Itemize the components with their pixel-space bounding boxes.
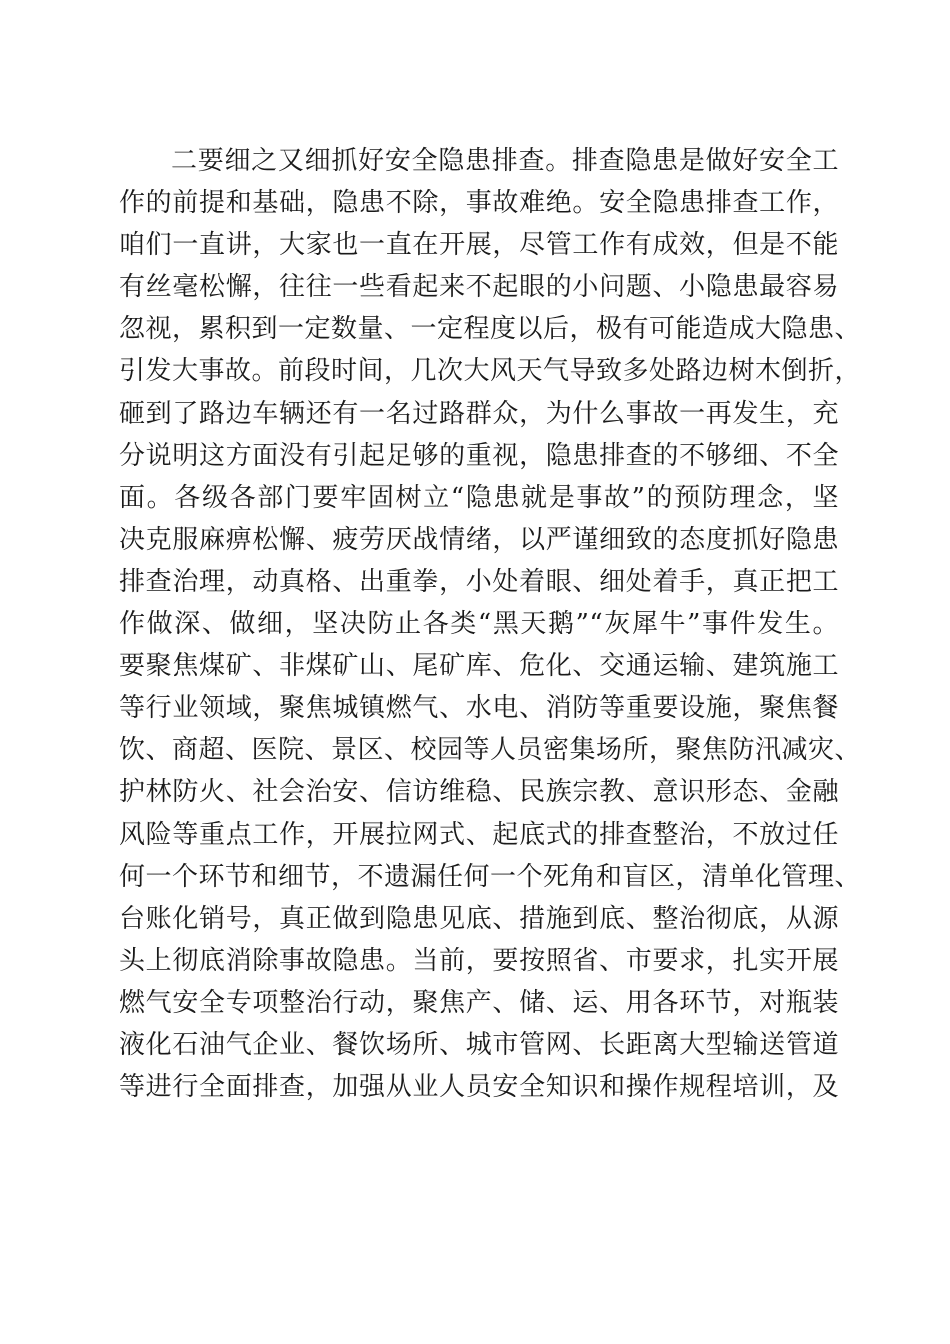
text-line: 液化石油气企业、餐饮场所、城市管网、长距离大型输送管道	[119, 1029, 839, 1060]
text-line: 饮、商超、医院、景区、校园等人员密集场所，聚焦防汛减灾、	[119, 735, 862, 766]
text-line: 咱们一直讲，大家也一直在开展，尽管工作有成效，但是不能	[119, 230, 839, 261]
text-line: 头上彻底消除事故隐患。当前，要按照省、市要求，扎实开展	[119, 945, 839, 976]
text-line: 等行业领域，聚焦城镇燃气、水电、消防等重要设施，聚焦餐	[119, 693, 839, 724]
text-line: 何一个环节和细节，不遗漏任何一个死角和盲区，清单化管理、	[119, 861, 862, 892]
text-line: 护林防火、社会治安、信访维稳、民族宗教、意识形态、金融	[119, 777, 839, 808]
text-line: 台账化销号，真正做到隐患见底、措施到底、整治彻底，从源	[119, 903, 839, 934]
text-line: 要聚焦煤矿、非煤矿山、尾矿库、危化、交通运输、建筑施工	[119, 651, 839, 682]
text-line: 燃气安全专项整治行动，聚焦产、储、运、用各环节，对瓶装	[119, 987, 839, 1018]
body-paragraph	[119, 140, 862, 1108]
text-line: 引发大事故。前段时间，几次大风天气导致多处路边树木倒折，	[119, 356, 862, 387]
text-line: 忽视，累积到一定数量、一定程度以后，极有可能造成大隐患、	[119, 314, 862, 345]
text-line: 作的前提和基础，隐患不除，事故难绝。安全隐患排查工作，	[119, 188, 839, 219]
text-line: 砸到了路边车辆还有一名过路群众，为什么事故一再发生，充	[119, 398, 839, 429]
text-line: 有丝毫松懈，往往一些看起来不起眼的小问题、小隐患最容易	[119, 272, 839, 303]
text-line: 作做深、做细，坚决防止各类“黑天鹅”“灰犀牛”事件发生。	[119, 609, 839, 640]
text-line: 二要细之又细抓好安全隐患排查。排查隐患是做好安全工	[171, 146, 839, 176]
text-line: 风险等重点工作，开展拉网式、起底式的排查整治，不放过任	[119, 819, 839, 850]
text-line: 等进行全面排查，加强从业人员安全知识和操作规程培训，及	[119, 1072, 839, 1103]
text-line: 面。各级各部门要牢固树立“隐患就是事故”的预防理念，坚	[119, 482, 839, 513]
text-line: 分说明这方面没有引起足够的重视，隐患排查的不够细、不全	[119, 440, 839, 471]
text-line: 决克服麻痹松懈、疲劳厌战情绪，以严谨细致的态度抓好隐患	[119, 524, 839, 555]
text-line: 排查治理，动真格、出重拳，小处着眼、细处着手，真正把工	[119, 566, 839, 597]
